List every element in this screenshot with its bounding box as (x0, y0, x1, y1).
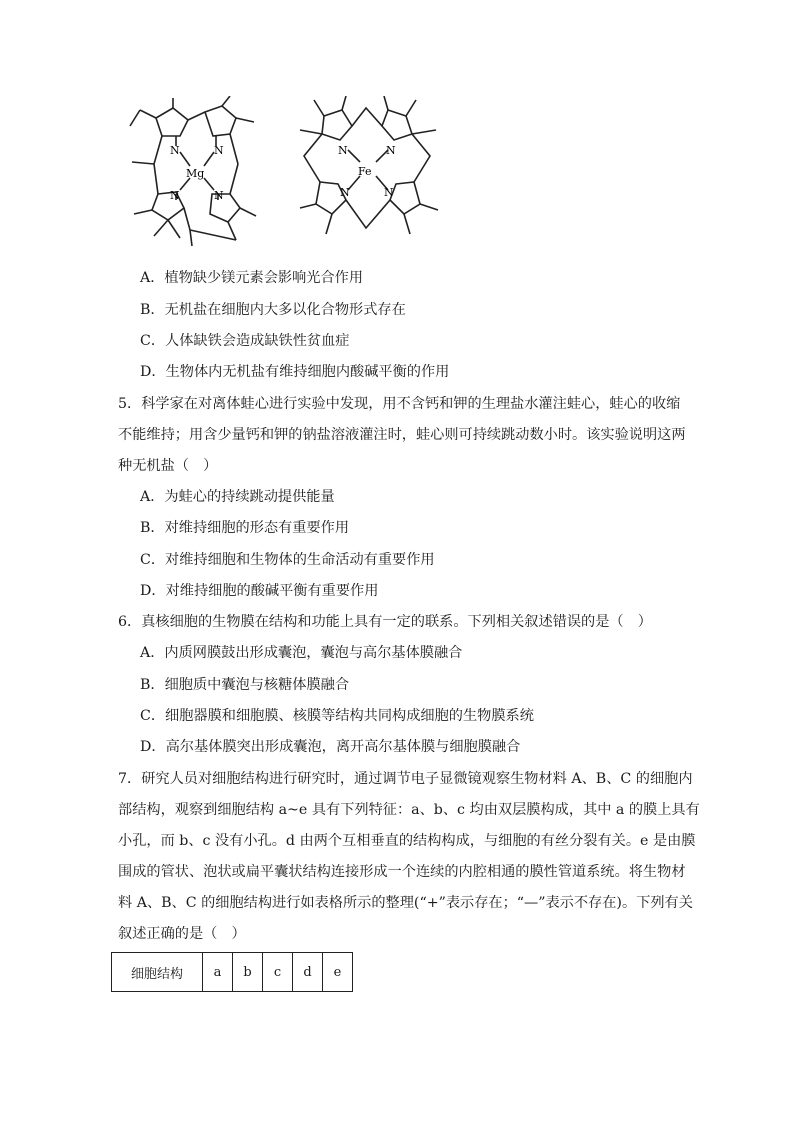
q6-option-c: C．细胞器膜和细胞膜、核膜等结构共同构成细胞的生物膜系统 (140, 708, 534, 724)
q6-option-b: B．细胞质中囊泡与核糖体膜融合 (140, 677, 350, 693)
q4-option-a: A．植物缺少镁元素会影响光合作用 (140, 270, 364, 286)
nitrogen-label: N (214, 189, 224, 202)
q6-option-a: A．内质网膜鼓出形成囊泡，囊泡与高尔基体膜融合 (140, 645, 463, 661)
q5-stem-line: 种无机盐（ ） (118, 458, 218, 474)
table-column-e: e (323, 953, 353, 992)
q5-option-d: D．对维持细胞的酸碱平衡有重要作用 (140, 583, 379, 599)
nitrogen-label: N (386, 144, 396, 157)
table-column-d: d (293, 953, 323, 992)
nitrogen-label: N (170, 144, 180, 157)
porphyrin-figures (118, 96, 458, 256)
q4-option-d: D．生物体内无机盐有维持细胞内酸碱平衡的作用 (140, 364, 450, 380)
q5-option-c: C．对维持细胞和生物体的生命活动有重要作用 (140, 552, 435, 568)
q7-stem-line: 围成的管状、泡状或扁平囊状结构连接形成一个连续的内腔相通的膜性管道系统。将生物材 (118, 864, 686, 880)
nitrogen-label: N (340, 186, 350, 199)
q6-option-d: D．高尔基体膜突出形成囊泡，离开高尔基体膜与细胞膜融合 (140, 739, 521, 755)
q5-stem-line: 不能维持；用含少量钙和钾的钠盐溶液灌注时，蛙心则可持续跳动数小时。该实验说明这两 (118, 427, 686, 443)
cell-structure-table (111, 952, 353, 992)
q6-stem-line: 6．真核细胞的生物膜在结构和功能上具有一定的联系。下列相关叙述错误的是（ ） (118, 614, 652, 630)
table-column-a: a (203, 953, 233, 992)
nitrogen-label: N (170, 189, 180, 202)
q4-option-b: B．无机盐在细胞内大多以化合物形式存在 (140, 302, 406, 318)
q5-stem-line: 5．科学家在对离体蛙心进行实验中发现，用不含钙和钾的生理盐水灌注蛙心，蛙心的收缩 (118, 396, 681, 412)
nitrogen-label: N (214, 144, 224, 157)
magnesium-label: Mg (186, 167, 205, 180)
q4-option-c: C．人体缺铁会造成缺铁性贫血症 (140, 333, 350, 349)
q7-stem-line: 小孔，而 b、c 没有小孔。d 由两个互相垂直的结构构成，与细胞的有丝分裂有关。e 是由膜 (118, 833, 696, 849)
mg-porphyrin-structure (118, 96, 268, 256)
q7-stem-line: 叙述正确的是（ ） (118, 926, 246, 942)
table-column-c: c (263, 953, 293, 992)
table-header-label: 细胞结构 (112, 953, 203, 992)
q5-option-b: B．对维持细胞的形态有重要作用 (140, 520, 350, 536)
iron-label: Fe (358, 165, 372, 178)
q7-stem-line: 7．研究人员对细胞结构进行研究时，通过调节电子显微镜观察生物材料 A、B、C 的细胞内 (118, 771, 693, 787)
table-row (112, 953, 353, 992)
nitrogen-label: N (338, 144, 348, 157)
q7-stem-line: 料 A、B、C 的细胞结构进行如表格所示的整理(“+”表示存在；“—”表示不存在)。下列有关 (118, 895, 693, 911)
q7-stem-line: 部结构，观察到细胞结构 a~e 具有下列特征：a、b、c 均由双层膜构成，其中 a 的膜上具有 (118, 802, 700, 818)
q5-option-a: A．为蛙心的持续跳动提供能量 (140, 489, 335, 505)
nitrogen-label: N (384, 186, 394, 199)
fe-porphyrin-structure (296, 96, 456, 256)
table-column-b: b (233, 953, 263, 992)
